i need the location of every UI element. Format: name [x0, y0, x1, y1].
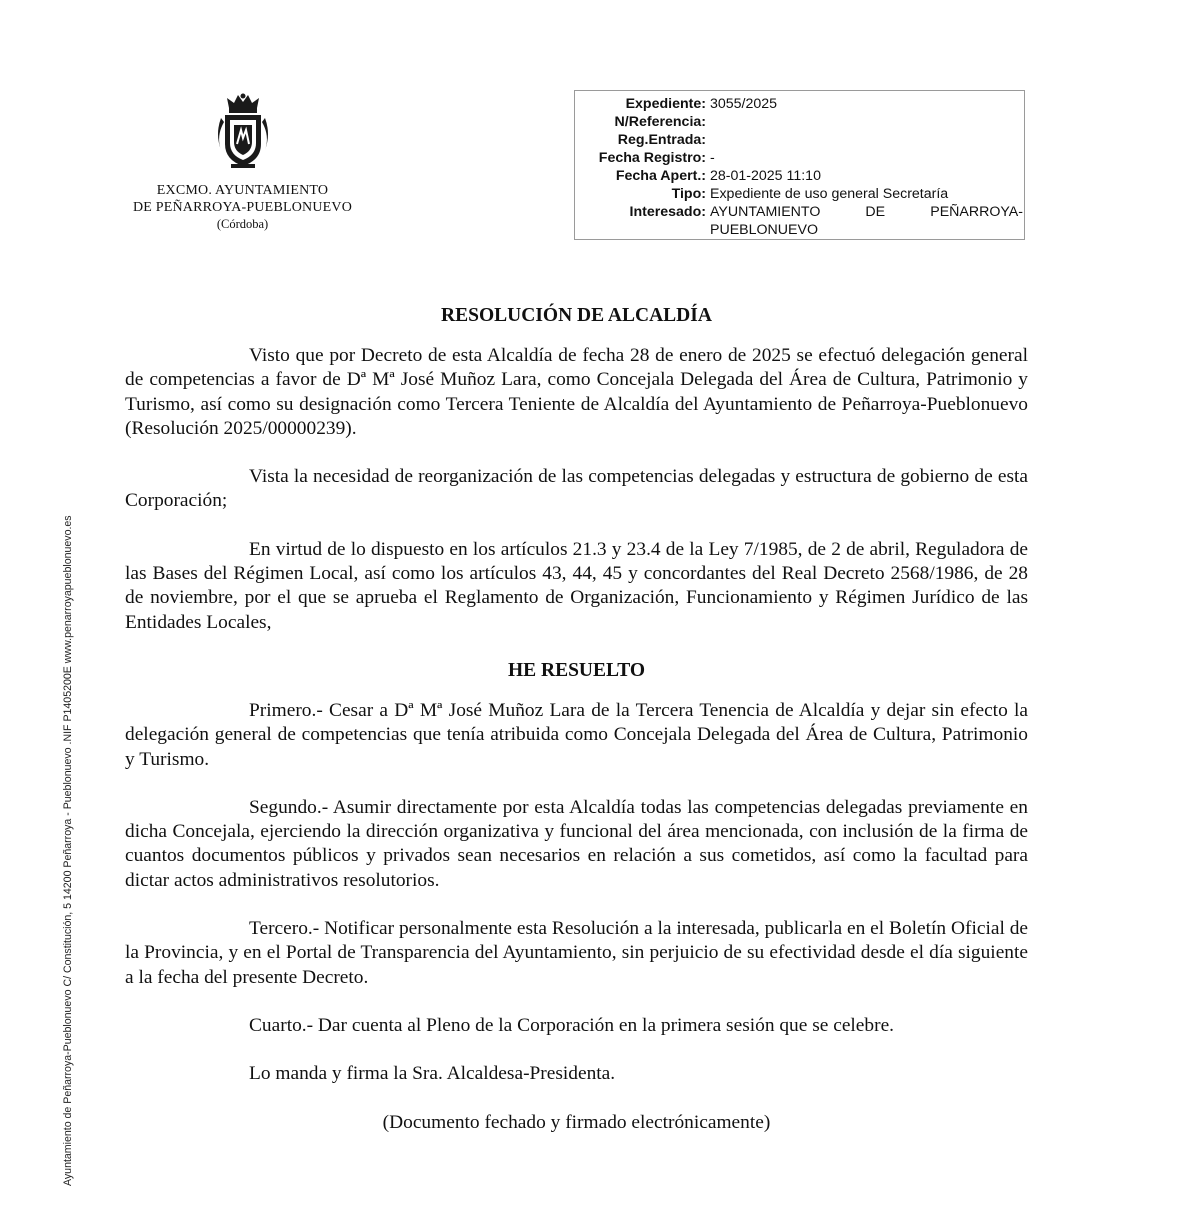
expediente-value: 3055/2025: [710, 96, 778, 112]
nreferencia-label: N/Referencia:: [614, 114, 706, 130]
paragraph-visto: Visto que por Decreto de esta Alcaldía de fecha 28 de enero de 2025 se efectuó delegación general de competencias a favor de Dª Mª José Muñoz Lara, como Concejala Delegada del Área de Cultura, Patrimonio y Turismo, así como su designación como Tercera Teniente de Alcaldía del Ayuntamiento de Peñarroya-Pueblonuevo (Resolución 2025/00000239).: [125, 345, 1028, 439]
municipal-header: [125, 92, 360, 233]
interesado-value: AYUNTAMIENTO DE PEÑARROYA-: [710, 204, 1023, 220]
paragraph-cuarto: Cuarto.- Dar cuenta al Pleno de la Corporación en la primera sesión que se celebre.: [249, 1014, 895, 1036]
org-name: EXCMO. AYUNTAMIENTO: [156, 183, 329, 198]
fechaapert-label: Fecha Apert.:: [615, 168, 706, 184]
document-body: [125, 304, 1028, 1135]
signature-note: (Documento fechado y firmado electrónicamente): [382, 1111, 771, 1133]
interesado-value-cont: PUEBLONUEVO: [710, 222, 819, 238]
side-margin-note: Ayuntamiento de Peñarroya-Pueblonuevo C/ Constitución, 5 14200 Peñarroya - Pueblonuevo .NIF P1405200E www.penarroyapueblonuevo.es: [62, 515, 74, 1186]
paragraph-en-virtud: En virtud de lo dispuesto en los artículos 21.3 y 23.4 de la Ley 7/1985, de 2 de abril, Reguladora de las Bases del Régimen Local, así como los artículos 43, 44, 45 y concordantes del Real Decreto 2568/1986, de 28 de noviembre, por el que se aprueba el Reglamento de Organización, Funcionamiento y Régimen Jurídico de las Entidades Locales,: [125, 538, 1028, 633]
fecharegistro-value: -: [710, 150, 715, 166]
document-title: RESOLUCIÓN DE ALCALDÍA: [441, 305, 712, 326]
fecharegistro-label: Fecha Registro:: [598, 150, 706, 166]
org-province: (Córdoba): [216, 217, 269, 231]
interesado-label: Interesado:: [629, 204, 706, 220]
paragraph-primero: Primero.- Cesar a Dª Mª José Muñoz Lara de la Tercera Tenencia de Alcaldía y dejar sin efecto la delegación general de competencias que tenía atribuida como Concejala Delegada del Área de Cultura, Patrimonio y Turismo.: [125, 699, 1028, 770]
resolution-heading: HE RESUELTO: [507, 659, 646, 681]
tipo-value: Expediente de uso general Secretaría: [710, 186, 949, 202]
regentrada-label: Reg.Entrada:: [617, 132, 706, 148]
fechaapert-value: 28-01-2025 11:10: [710, 168, 821, 184]
tipo-label: Tipo:: [671, 186, 706, 202]
paragraph-segundo: Segundo.- Asumir directamente por esta Alcaldía todas las competencias delegadas previamente en dicha Concejala, ejerciendo la dirección organizativa y funcional del área mencionada, con inclusión de la firma de cuantos documentos públicos y privados sean necesarios en relación a sus cometidos, así como la facultad para dictar actos administrativos resolutorios.: [125, 796, 1028, 891]
paragraph-tercero: Tercero.- Notificar personalmente esta Resolución a la interesada, publicarla en el Boletín Oficial de la Provincia, y en el Portal de Transparencia del Ayuntamiento, sin perjuicio de su efectividad desde el día siguiente a la fecha del presente Decreto.: [125, 918, 1028, 988]
paragraph-closing: Lo manda y firma la Sra. Alcaldesa-Presidenta.: [249, 1063, 616, 1085]
expediente-label: Expediente:: [625, 96, 706, 112]
coat-of-arms-icon: [212, 92, 274, 172]
reference-box: [574, 90, 1025, 240]
paragraph-vista: Vista la necesidad de reorganización de las competencias delegadas y estructura de gobierno de esta Corporación;: [125, 466, 1028, 512]
org-locality: DE PEÑARROYA-PUEBLONUEVO: [132, 200, 353, 215]
